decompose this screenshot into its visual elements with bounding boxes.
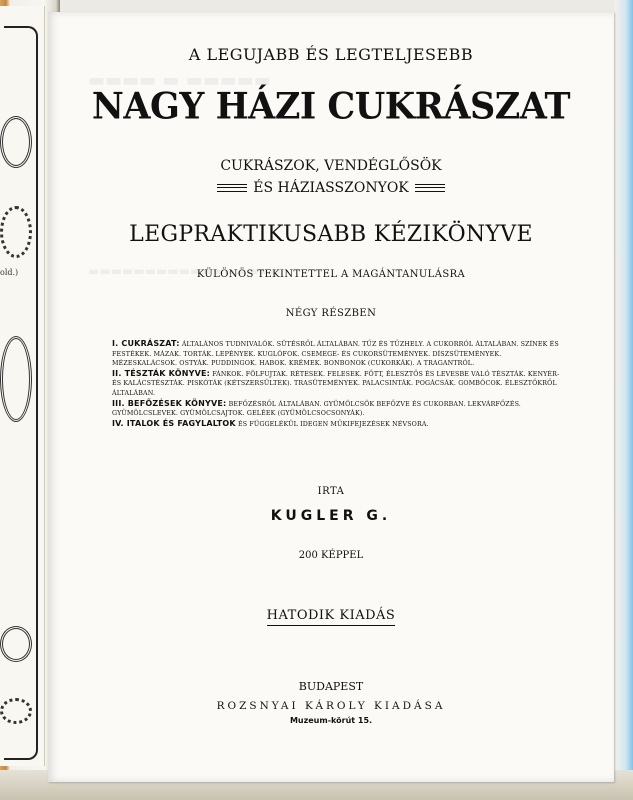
right-page-edge <box>615 0 633 800</box>
left-ornament-icon <box>0 698 32 724</box>
subtitle: LEGPRAKTIKUSABB KÉZIKÖNYVE <box>129 222 533 247</box>
publisher-address: Muzeum-körút 15. <box>289 716 373 725</box>
title-line-1: A LEGUJABB ÉS LEGTELJESEBB <box>188 45 474 64</box>
parts-list <box>112 339 562 429</box>
part-item <box>112 419 562 430</box>
main-title: NAGY HÁZI CUKRÁSZAT <box>91 84 571 129</box>
left-ornament-icon <box>0 116 32 168</box>
left-ornament-icon <box>0 206 32 258</box>
left-page <box>0 6 45 766</box>
author-name: KUGLER G. <box>270 508 392 524</box>
publication-city: BUDAPEST <box>298 680 364 693</box>
part-heading: III. BEFŐZÉSEK KÖNYVE: <box>112 398 227 408</box>
show-through-text: ▬▬▬▬▬▬▬▬▬▬▬▬▬▬▬▬▬ <box>88 264 281 278</box>
ornamental-rule <box>415 184 445 192</box>
left-ornament-icon <box>0 626 32 662</box>
parts-count: NÉGY RÉSZBEN <box>285 308 377 319</box>
written-by: IRTA <box>317 486 345 497</box>
publisher: ROZSNYAI KÁROLY KIADÁSA <box>216 700 446 712</box>
show-through-text: ▬▬▬▬ ▬ ▬▬▬▬▬ <box>88 70 271 91</box>
ornamental-rule <box>217 184 247 192</box>
part-text: FÁNKOK. FÖLFUJTAK. RÉTESEK. FELESEK. FŐTT, ÉLESZTŐS ÉS LEVESBE VALÓ TÉSZTÁK. KENYÉR- ÉS KALÁCSTÉSZTÁK. PISKÓTÁK (KÉTSZERSÜLTEK). TRASÜTEMÉNYEK. PALACSINTÁK. POGÁCSÁK. GOMBÓCOK. ÉLESZTŐKRŐL ÁLTALÁBAN. <box>112 370 560 397</box>
special-note: KÜLÖNÖS TEKINTETTEL A MAGÁNTANULÁSRA <box>196 269 466 280</box>
edition-text: HATODIK KIADÁS <box>267 608 396 626</box>
part-text: BEFŐZÉSRŐL ÁLTALÁBAN. GYÜMÖLCSÖK BEFŐZVE ÉS CUKORBAN. LEKVÁRFŐZÉS. GYÜMÖLCSLEVEK. GYÜMÖLCSAJTOK. GELÉEK (GYÜMÖLCSOCSONYÁK). <box>112 400 521 418</box>
left-ornament-icon <box>0 336 32 422</box>
part-text: ÉS FÜGGELÉKÜL IDEGEN MŰKIFEJEZÉSEK NÉVSORA. <box>235 420 429 428</box>
audience-line-2-text: ÉS HÁZIASSZONYOK <box>253 180 409 196</box>
part-item <box>112 339 562 369</box>
illustrations-note: 200 KÉPPEL <box>298 550 364 561</box>
audience-line-1: CUKRÁSZOK, VENDÉGLŐSÖK <box>220 158 442 174</box>
left-page-fragment: old.) <box>0 268 19 277</box>
part-item <box>112 369 562 399</box>
edition <box>48 608 614 623</box>
part-heading: IV. ITALOK ÉS FAGYLALTOK <box>112 418 236 428</box>
part-item <box>112 399 562 419</box>
part-heading: I. CUKRÁSZAT: <box>112 339 180 348</box>
audience-line-2 <box>48 180 614 196</box>
part-text: ÁLTALÁNOS TUDNIVALÓK. SÜTÉSRŐL ÁLTALÁBAN. TŰZ ÉS TŰZHELY. A CUKORRÓL ÁLTALÁBAN. SZÍNEK ÉS FESTÉKEK. MÁZAK. TORTÁK. LEPÉNYEK. KUGLÓFOK. CSEMEGE- ÉS CUKORSÜTEMÉNYEK. DÍSZSÜTEMÉNYEK. MÉZESKALÁCSOK. OSTYÁK. PUDDINGOK. HABOK. KRÉMEK. BONBONOK (CUKORKÁK). A TRAGANTRÓL. <box>112 341 559 368</box>
part-heading: II. TÉSZTÁK KÖNYVE: <box>112 368 211 378</box>
title-page <box>48 12 614 782</box>
